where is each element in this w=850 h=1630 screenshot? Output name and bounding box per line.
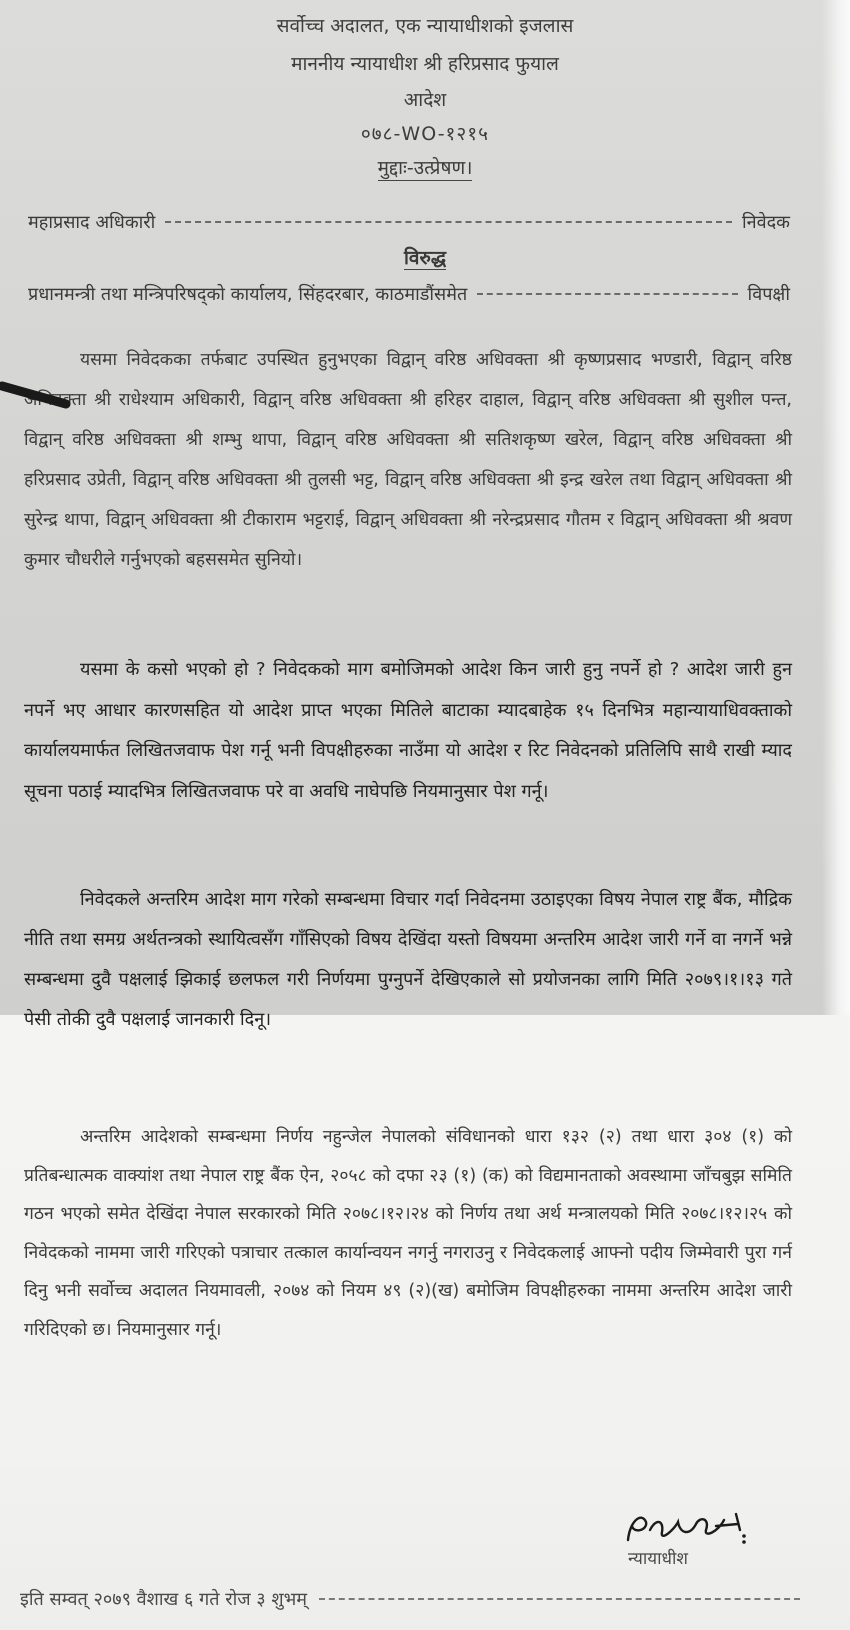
petitioner-name: महाप्रसाद अधिकारी — [28, 212, 156, 233]
case-subject-text: मुद्दाः-उत्प्रेषण। — [377, 157, 473, 179]
respondent-row — [28, 282, 790, 306]
paragraph-interim-order: अन्तरिम आदेशको सम्बन्धमा निर्णय नहुन्जेल नेपालको संविधानको धारा १३२ (२) तथा धारा ३०४ (१) को प्रतिबन्धात्मक वाक्यांश तथा नेपाल राष्ट्र बैंक ऐन, २०५८ को दफा २३ (१) (क) को विद्यमानताको अवस्थामा जाँचबुझ समिति गठन भएको समेत देखिंदा नेपाल सरकारको मिति २०७८।१२।२४ को निर्णय तथा अर्थ मन्त्रालयको मिति २०७८।१२।२५ को निवेदकको नाममा जारी गरिएको पत्राचार तत्काल कार्यान्वयन नगर्नु नगराउनु र निवेदकलाई आफ्नो पदीय जिम्मेवारी पुरा गर्न दिनु भनी सर्वोच्च अदालत नियमावली, २०७४ को नियम ४९ (२)(ख) बमोजिम विपक्षीहरुका नाममा अन्तरिम आदेश जारी गरिदिएको छ। नियमानुसार गर्नू। — [24, 1127, 792, 1340]
case-number: ०७८-WO-१२१५ — [360, 123, 490, 145]
pen-mark-icon — [0, 380, 72, 410]
court-name: सर्वोच्च अदालत, एक न्यायाधीशको इजलास — [276, 15, 574, 37]
petitioner-role: निवेदक — [741, 212, 790, 233]
dashed-leader — [319, 1598, 800, 1600]
judge-name: माननीय न्यायाधीश श्री हरिप्रसाद फुयाल — [291, 53, 559, 75]
versus-text: विरुद्ध — [403, 247, 447, 269]
dashed-leader — [477, 293, 737, 295]
paragraph-show-cause: यसमा के कसो भएको हो ? निवेदकको माग बमोजिमको आदेश किन जारी हुनु नपर्ने हो ? आदेश जारी हुन नपर्ने भए आधार कारणसहित यो आदेश प्राप्त भएका मितिले बाटाका म्यादबाहेक १५ दिनभित्र महान्यायाधिवक्ताको कार्यालयमार्फत लिखितजवाफ पेश गर्नू भनी विपक्षीहरुका नाउँमा यो आदेश र रिट निवेदनको प्रतिलिपि साथै राखी म्याद सूचना पठाई म्यादभित्र लिखितजवाफ परे वा अवधि नाघेपछि नियमानुसार पेश गर्नू। — [24, 659, 792, 802]
order-title: आदेश — [403, 89, 447, 111]
respondent-role: विपक्षी — [747, 284, 790, 305]
signatory-title: न्यायाधीश — [628, 1549, 688, 1569]
paper-right-edge — [822, 0, 850, 1015]
paragraph-interim-discussion: निवेदकले अन्तरिम आदेश माग गरेको सम्बन्धमा विचार गर्दा निवेदनमा उठाइएका विषय नेपाल राष्ट्र बैंक, मौद्रिक नीति तथा समग्र अर्थतन्त्रको स्थायित्वसँग गाँसिएको विषय देखिंदा यस्तो विषयमा अन्तरिम आदेश जारी गर्ने वा नगर्ने भन्ने सम्बन्धमा दुवै पक्षलाई झिकाई छलफल गरी निर्णयमा पुग्नुपर्ने देखिएकाले सो प्रयोजनका लागि मिति २०७९।१।१३ गते पेसी तोकी दुवै पक्षलाई जानकारी दिनू। — [24, 889, 792, 1030]
petitioner-row — [28, 210, 790, 234]
paragraph-hearing: यसमा निवेदकका तर्फबाट उपस्थित हुनुभएका विद्वान् वरिष्ठ अधिवक्ता श्री कृष्णप्रसाद भण्डारी, विद्वान् वरिष्ठ अधिवक्ता श्री राधेश्याम अधिकारी, विद्वान् वरिष्ठ अधिवक्ता श्री हरिहर दाहाल, विद्वान् वरिष्ठ अधिवक्ता श्री सुशील पन्त, विद्वान् वरिष्ठ अधिवक्ता श्री शम्भु थापा, विद्वान् वरिष्ठ अधिवक्ता श्री सतिशकृष्ण खरेल, विद्वान् वरिष्ठ अधिवक्ता श्री हरिप्रसाद उप्रेती, विद्वान् वरिष्ठ अधिवक्ता श्री तुलसी भट्ट, विद्वान् वरिष्ठ अधिवक्ता श्री इन्द्र खरेल तथा विद्वान् अधिवक्ता श्री सुरेन्द्र थापा, विद्वान् अधिवक्ता श्री टीकाराम भट्टराई, विद्वान् अधिवक्ता श्री नरेन्द्रप्रसाद गौतम र विद्वान् अधिवक्ता श्री श्रवण कुमार चौधरीले गर्नुभएको बहससमेत सुनियो। — [24, 350, 792, 570]
date-line-text: इति सम्वत् २०७९ वैशाख ६ गते रोज ३ शुभम् — [20, 1589, 308, 1610]
date-line — [20, 1587, 800, 1611]
respondent-name: प्रधानमन्त्री तथा मन्त्रिपरिषद्को कार्यालय, सिंहदरबार, काठमाडौंसमेत — [28, 284, 468, 305]
case-subject — [0, 154, 850, 180]
dashed-leader — [165, 221, 732, 223]
versus-heading — [0, 244, 850, 270]
